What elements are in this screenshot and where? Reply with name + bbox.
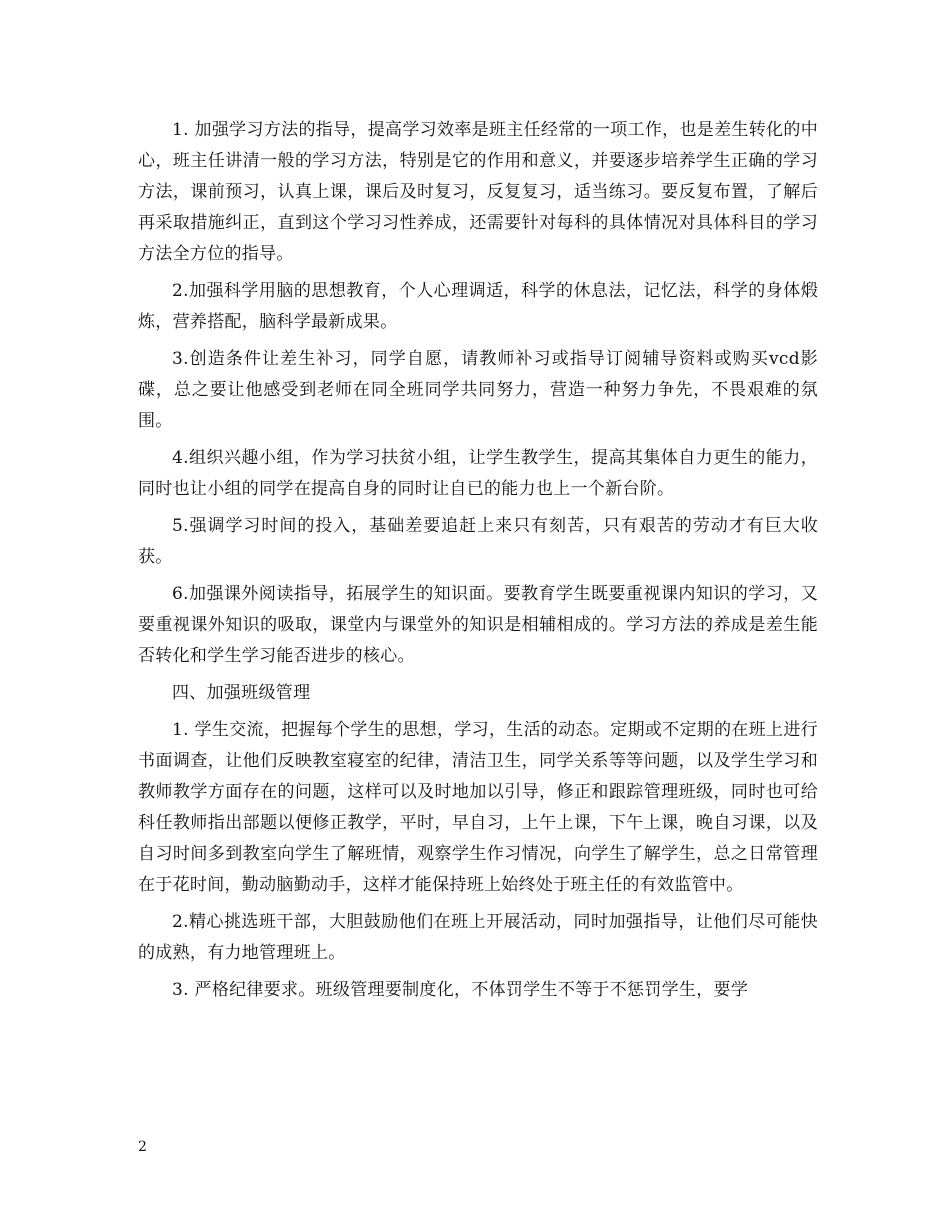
paragraph-student-communication: 1. 学生交流，把握每个学生的思想，学习，生活的动态。定期或不定期的在班上进行书面调查，让他们反映教室寝室的纪律，清洁卫生，同学关系等等问题，以及学生学习和教师教学方面存在的问题，这样可以及时地加以引导，修正和跟踪管理班级，同时也可给科任教师指出部题以便修正教学，平时，早自习，上午上课，下午上课，晚自习课，以及自习时间多到教室向学生了解班情，观察学生作习情况，向学生了解学生，总之日常管理在于花时间，勤动脑勤动手，这样才能保持班上始终处于班主任的有效监管中。: [138, 720, 818, 895]
body-text: [138, 115, 818, 1012]
page-number: 2: [138, 1139, 147, 1155]
paragraph-brain-education: 2.加强科学用脑的思想教育，个人心理调适，科学的休息法，记忆法，科学的身体煅炼，营养搭配，脑科学最新成果。: [138, 281, 818, 332]
paragraph-interest-groups: 4.组织兴趣小组，作为学习扶贫小组，让学生教学生，提高其集体自力更生的能力，同时也让小组的同学在提高自身的同时让自已的能力也上一个新台阶。: [138, 448, 818, 499]
paragraph-study-time: 5.强调学习时间的投入，基础差要追赶上来只有刻苦，只有艰苦的劳动才有巨大收获。: [138, 516, 818, 567]
paragraph-class-cadres: 2.精心挑选班干部，大胆鼓励他们在班上开展活动，同时加强指导，让他们尽可能快的成熟，有力地管理班上。: [138, 912, 818, 963]
section-heading-class-management: 四、加强班级管理: [172, 683, 311, 703]
paragraph-tutoring: 3.创造条件让差生补习，同学自愿，请教师补习或指导订阅辅导资料或购买vcd影碟，总之要让他感受到老师在同全班同学共同努力，营造一种努力争先，不畏艰难的氛围。: [138, 349, 818, 431]
paragraph-discipline: 3. 严格纪律要求。班级管理要制度化，不体罚学生不等于不惩罚学生，要学: [172, 980, 749, 1000]
paragraph-study-method-guidance: 1. 加强学习方法的指导，提高学习效率是班主任经常的一项工作，也是差生转化的中心，班主任讲清一般的学习方法，特别是它的作用和意义，并要逐步培养学生正确的学习方法，课前预习，认真上课，课后及时复习，反复复习，适当练习。要反复布置，了解后再采取措施纠正，直到这个学习习性养成，还需要针对每科的具体情况对具体科目的学习方法全方位的指导。: [138, 120, 818, 264]
paragraph-extracurricular-reading: 6.加强课外阅读指导，拓展学生的知识面。要教育学生既要重视课内知识的学习，又要重视课外知识的吸取，课堂内与课堂外的知识是相辅相成的。学习方法的养成是差生能否转化和学生学习能否进步的核心。: [138, 584, 818, 666]
